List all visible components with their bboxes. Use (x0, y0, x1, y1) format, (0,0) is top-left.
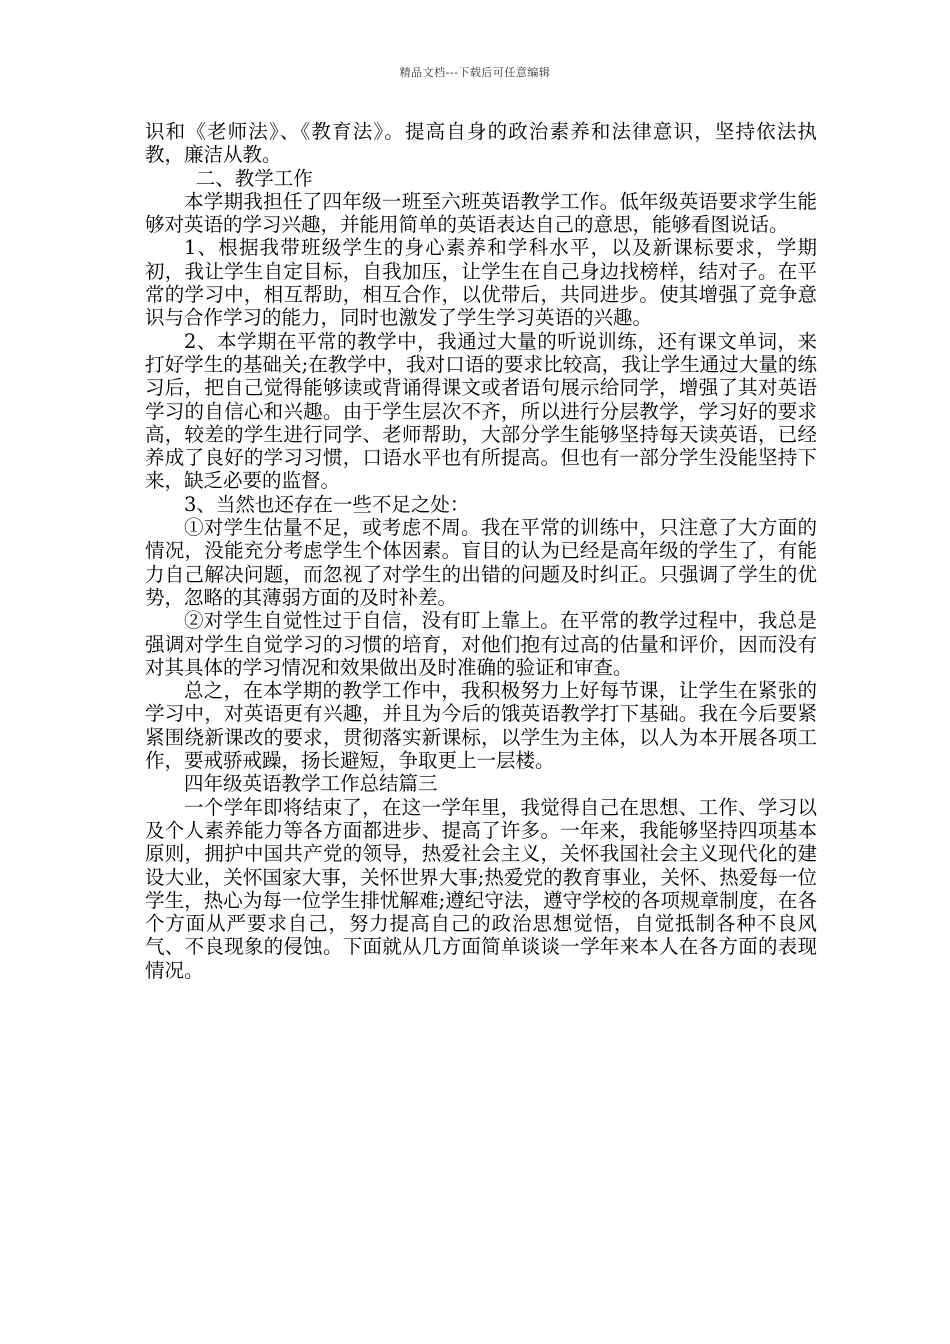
paragraph-point-1: 1、根据我带班级学生的身心素养和学科水平，以及新课标要求，学期初，我让学生自定目标，自我加压，让学生在自己身边找榜样，结对子。在平常的学习中，相互帮助，相互合作，以优带后，共同进步。使其增强了竞争意识与合作学习的能力，同时也激发了学生学习英语的兴趣。 (145, 236, 817, 330)
section-heading-part-three: 四年级英语教学工作总结篇三 (184, 772, 438, 796)
paragraph-part-three-intro: 一个学年即将结束了，在这一学年里，我觉得自己在思想、工作、学习以及个人素养能力等各方面都进步、提高了许多。一年来，我能够坚持四项基本原则，拥护中国共产党的领导，热爱社会主义，关怀我国社会主义现代化的建设大业，关怀国家大事，关怀世界大事;热爱党的教育事业，关怀、热爱每一位学生，热心为每一位学生排忧解难;遵纪守法，遵守学校的各项规章制度，在各个方面从严要求自己，努力提高自己的政治思想觉悟，自觉抵制各种不良风气、不良现象的侵蚀。下面就从几方面简单谈谈一学年来本人在各方面的表现情况。 (145, 795, 817, 982)
paragraph-point-2: 2、本学期在平常的教学中，我通过大量的听说训练，还有课文单词，来打好学生的基础关;在教学中，我对口语的要求比较高，我让学生通过大量的练习后，把自己觉得能够读或背诵得课文或者语句展示给同学，增强了其对英语学习的自信心和兴趣。由于学生层次不齐，所以进行分层教学，学习好的要求高，较差的学生进行同学、老师帮助，大部分学生能够坚持每天读英语，已经养成了良好的学习习惯，口语水平也有所提高。但也有一部分学生没能坚持下来，缺乏必要的监督。 (145, 329, 817, 493)
page-header: 精品文档---下载后可任意编辑 (399, 66, 551, 79)
paragraph-point-3: 3、当然也还存在一些不足之处： (184, 492, 470, 516)
paragraph-intro: 本学期我担任了四年级一班至六班英语教学工作。低年级英语要求学生能够对英语的学习兴趣，并能用简单的英语表达自己的意思，能够看图说话。 (145, 189, 817, 237)
paragraph-summary: 总之，在本学期的教学工作中，我积极努力上好每节课，让学生在紧张的学习中，对英语更有兴趣，并且为今后的饿英语教学打下基础。我在今后要紧紧围绕新课改的要求，贯彻落实新课标，以学生为主体，以人为本开展各项工作，要戒骄戒躁，扬长避短，争取更上一层楼。 (145, 679, 817, 773)
paragraph-shortcoming-2: ②对学生自觉性过于自信，没有盯上靠上。在平常的教学过程中，我总是强调对学生自觉学习的习惯的培育，对他们抱有过高的估量和评价，因而没有对其具体的学习情况和效果做出及时准确的验证和审查。 (145, 609, 817, 679)
section-heading-teaching-work: 二、教学工作 (195, 166, 313, 190)
paragraph-continuation: 识和《老师法》、《教育法》。提高自身的政治素养和法律意识，坚持依法执教，廉洁从教。 (145, 120, 817, 167)
document-body (145, 120, 817, 982)
paragraph-shortcoming-1: ①对学生估量不足，或考虑不周。我在平常的训练中，只注意了大方面的情况，没能充分考虑学生个体因素。盲目的认为已经是高年级的学生了，有能力自己解决问题，而忽视了对学生的出错的问题及时纠正。只强调了学生的优势，忽略的其薄弱方面的及时补差。 (145, 516, 817, 609)
